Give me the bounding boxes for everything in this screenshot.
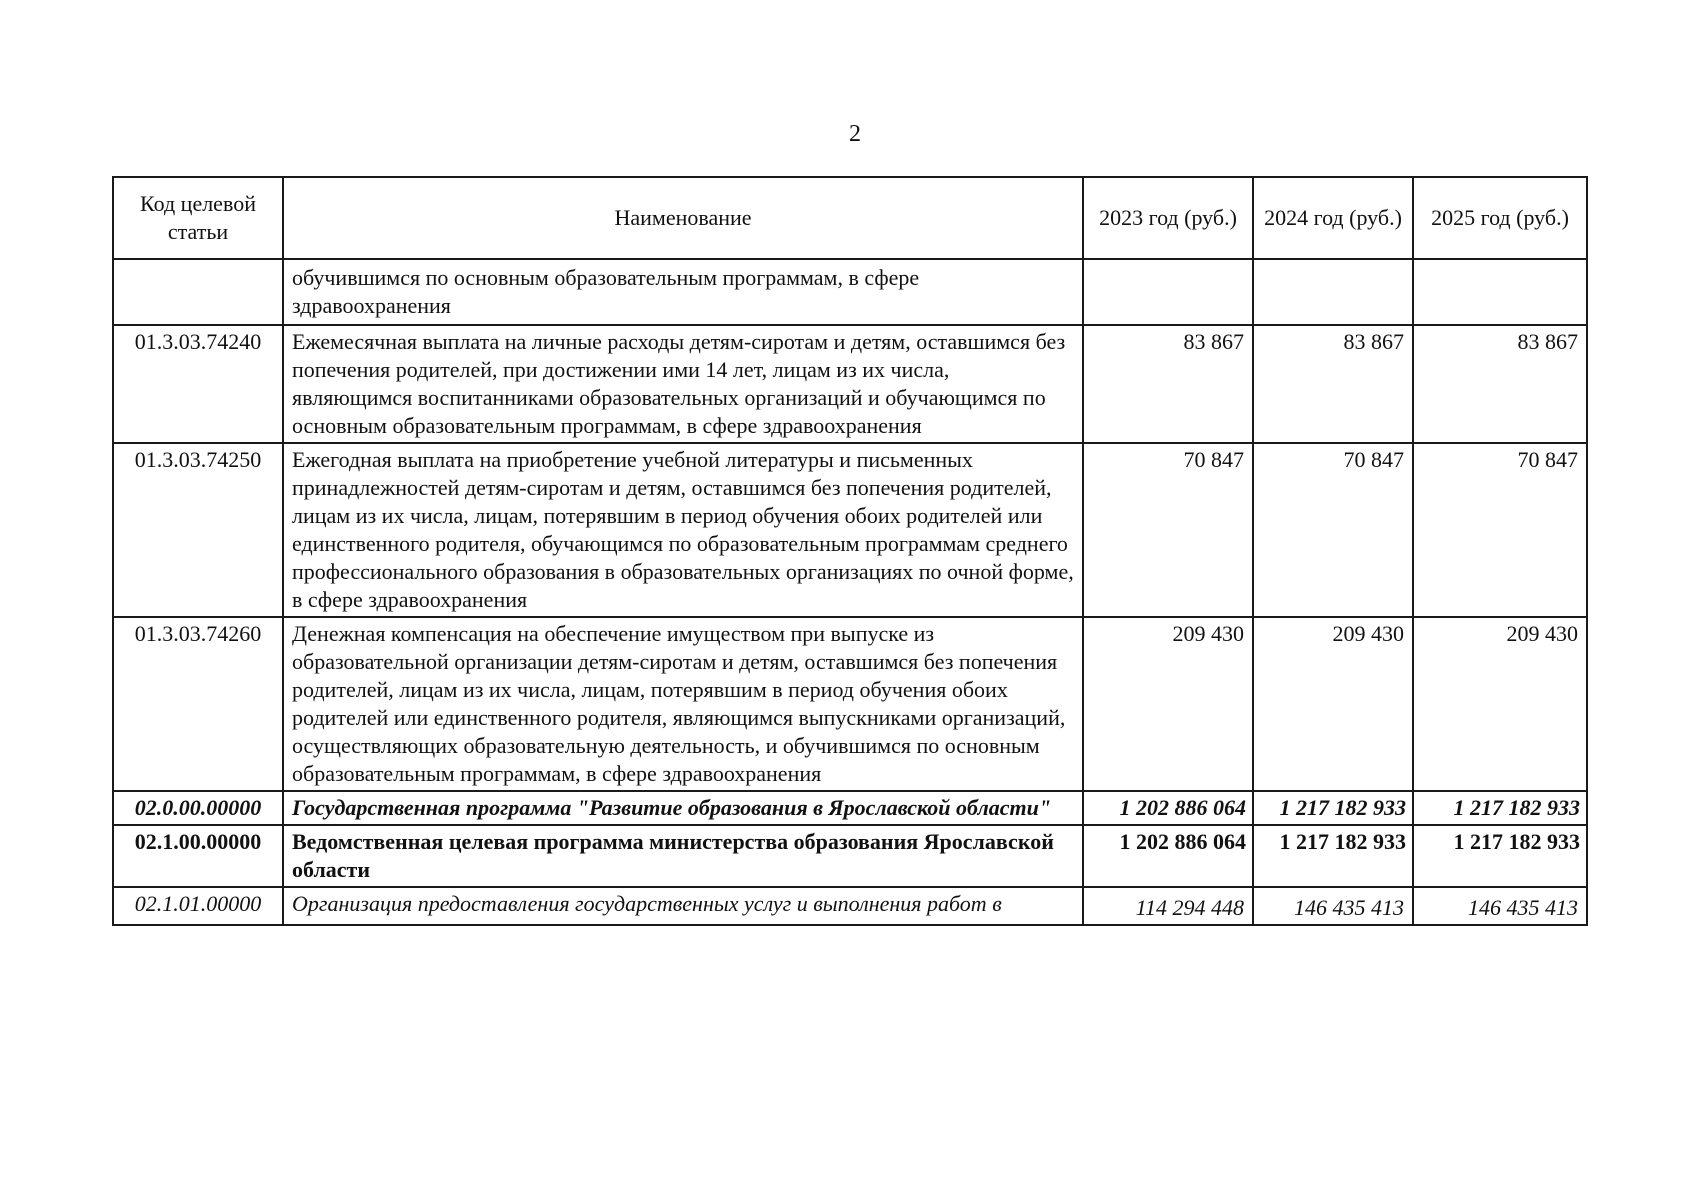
cell-2023: 83 867 <box>1083 325 1253 443</box>
cell-2023: 209 430 <box>1083 617 1253 791</box>
cell-2024: 146 435 413 <box>1253 887 1413 925</box>
table-row <box>113 259 1587 325</box>
table-row <box>113 791 1587 825</box>
cell-2024: 70 847 <box>1253 443 1413 617</box>
cell-code: 01.3.03.74250 <box>113 443 283 617</box>
header-code: Код целевой статьи <box>113 177 283 259</box>
cell-name: Ежегодная выплата на приобретение учебной литературы и письменных принадлежностей детям-сиротам и детям, оставшимся без попечения родителей, лицам из их числа, лицам, потерявшим в период обучения обоих родителей или единственного родителя, обучающимся по образовательным программам среднего профессионального образования в образовательных организациях по очной форме, в сфере здравоохранения <box>283 443 1083 617</box>
cell-2025: 83 867 <box>1413 325 1587 443</box>
cell-name: Ежемесячная выплата на личные расходы детям-сиротам и детям, оставшимся без попечения родителей, при достижении ими 14 лет, лицам из их числа, являющимся воспитанниками образовательных организаций и обучающимся по основным образовательным программам, в сфере здравоохранения <box>283 325 1083 443</box>
cell-2024 <box>1253 259 1413 325</box>
table-row <box>113 325 1587 443</box>
cell-name: Ведомственная целевая программа министерства образования Ярославской области <box>283 825 1083 887</box>
cell-2025: 209 430 <box>1413 617 1587 791</box>
cell-name: Государственная программа "Развитие образования в Ярославской области" <box>283 791 1083 825</box>
table-row <box>113 887 1587 925</box>
cell-2025: 70 847 <box>1413 443 1587 617</box>
cell-2024: 209 430 <box>1253 617 1413 791</box>
cell-code: 01.3.03.74240 <box>113 325 283 443</box>
table-row <box>113 443 1587 617</box>
cell-2024: 83 867 <box>1253 325 1413 443</box>
header-name: Наименование <box>283 177 1083 259</box>
cell-2023: 1 202 886 064 <box>1083 825 1253 887</box>
cell-2025 <box>1413 259 1587 325</box>
cell-code: 01.3.03.74260 <box>113 617 283 791</box>
header-2023: 2023 год (руб.) <box>1083 177 1253 259</box>
cell-name: Организация предоставления государственных услуг и выполнения работ в <box>283 887 1083 925</box>
cell-2024: 1 217 182 933 <box>1253 825 1413 887</box>
cell-2025: 1 217 182 933 <box>1413 791 1587 825</box>
cell-code <box>113 259 283 325</box>
table-row <box>113 617 1587 791</box>
cell-name: обучившимся по основным образовательным программам, в сфере здравоохранения <box>283 259 1083 325</box>
cell-2025: 146 435 413 <box>1413 887 1587 925</box>
cell-2023: 1 202 886 064 <box>1083 791 1253 825</box>
cell-code: 02.1.00.00000 <box>113 825 283 887</box>
budget-table <box>112 176 1588 926</box>
cell-2025: 1 217 182 933 <box>1413 825 1587 887</box>
cell-2023: 70 847 <box>1083 443 1253 617</box>
table-row <box>113 825 1587 887</box>
page-number: 2 <box>849 121 861 147</box>
header-2025: 2025 год (руб.) <box>1413 177 1587 259</box>
table-header-row <box>113 177 1587 259</box>
header-2024: 2024 год (руб.) <box>1253 177 1413 259</box>
cell-2024: 1 217 182 933 <box>1253 791 1413 825</box>
cell-code: 02.0.00.00000 <box>113 791 283 825</box>
cell-2023 <box>1083 259 1253 325</box>
cell-name: Денежная компенсация на обеспечение имуществом при выпуске из образовательной организации детям-сиротам и детям, оставшимся без попечения родителей, лицам из их числа, лицам, потерявшим в период обучения обоих родителей или единственного родителя, являющимся выпускниками организаций, осуществляющих образовательную деятельность, и обучившимся по основным образовательным программам, в сфере здравоохранения <box>283 617 1083 791</box>
cell-code: 02.1.01.00000 <box>113 887 283 925</box>
cell-2023: 114 294 448 <box>1083 887 1253 925</box>
